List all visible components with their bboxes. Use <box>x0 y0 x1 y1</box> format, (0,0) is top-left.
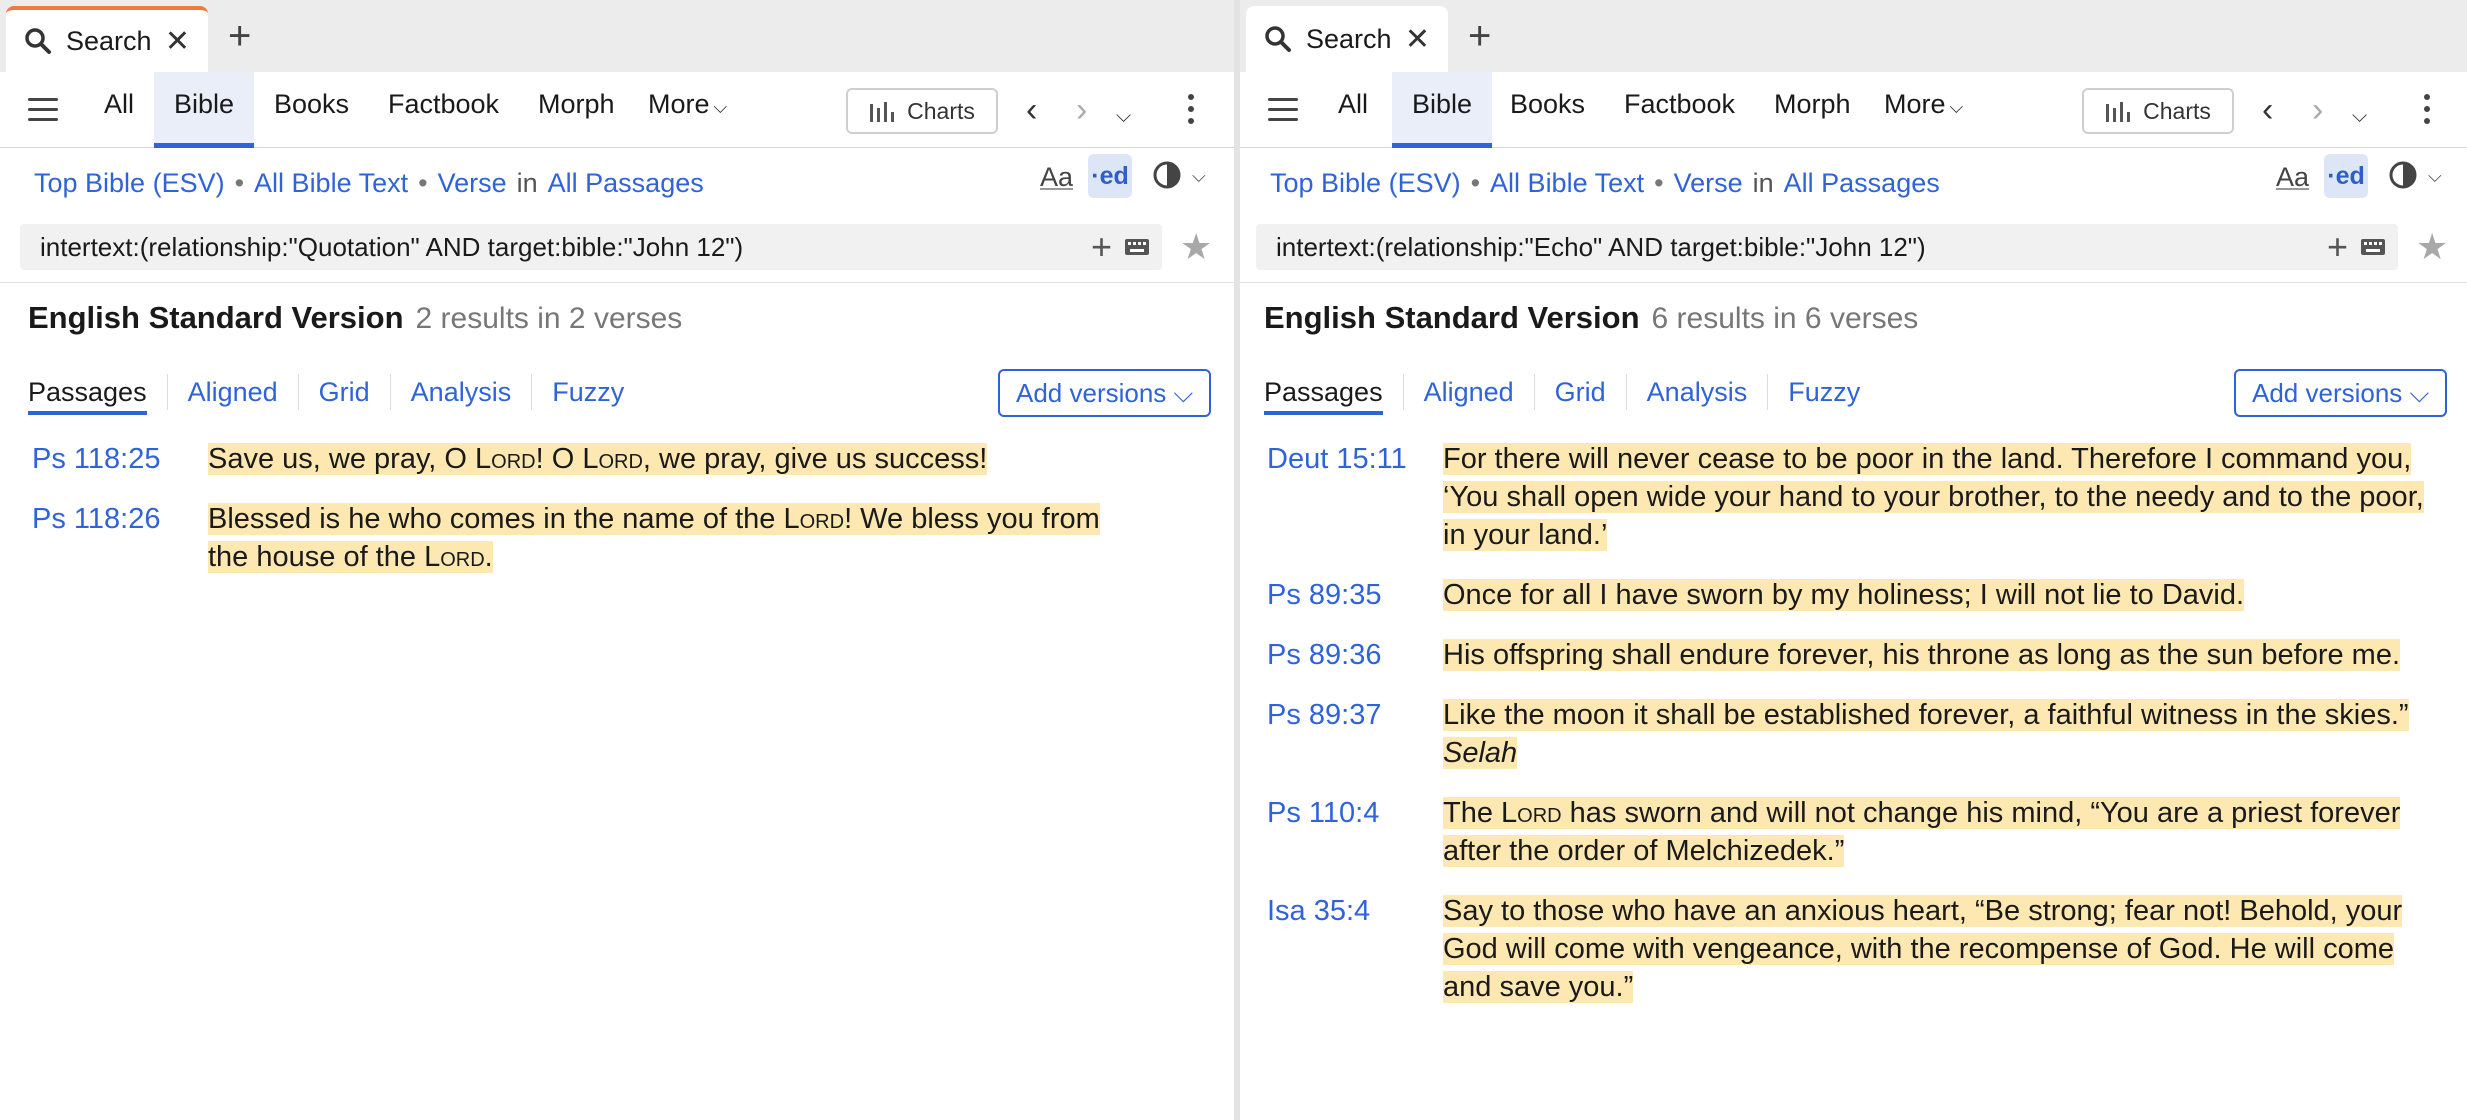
text-options-aa[interactable]: Aa <box>2276 162 2310 192</box>
nav-books[interactable]: Books <box>274 89 350 119</box>
search-scope: Top Bible (ESV) • All Bible Text • Verse in All Passages <box>1270 168 1940 198</box>
verse-text: The Lord has sworn and will not change his mind, “You are a priest forever after the order of Melchizedek.” <box>1443 797 2401 867</box>
search-icon <box>24 27 52 55</box>
version-header <box>28 300 682 336</box>
tab-passages[interactable] <box>28 374 168 410</box>
verse-text: Like the moon it shall be established forever, a faithful witness in the skies.” Selah <box>1443 699 2409 769</box>
more-options-icon[interactable] <box>1188 94 1196 130</box>
add-versions-label: Add versions <box>1016 378 1167 408</box>
version-title: English Standard Version <box>1264 300 1640 335</box>
result-row <box>1267 636 2447 674</box>
verse-reference[interactable]: Ps 89:36 <box>1267 639 1382 671</box>
back-arrow-icon[interactable]: ‹ <box>1026 91 1038 129</box>
history-chevron-icon[interactable]: ⌵ <box>1116 105 1132 127</box>
version-header <box>1264 300 1918 336</box>
result-count: 2 results in 2 verses <box>415 302 683 335</box>
close-tab-icon[interactable]: ✕ <box>164 24 190 58</box>
editor-toggle[interactable]: ·ed <box>1088 154 1132 198</box>
scope-in-label: in <box>1752 168 1774 198</box>
nav-factbook[interactable]: Factbook <box>1624 89 1736 119</box>
scope-unit-link[interactable]: Verse <box>1673 168 1743 198</box>
history-chevron-icon[interactable]: ⌵ <box>2352 105 2368 127</box>
chevron-down-icon: ⌵ <box>713 97 728 117</box>
menu-icon[interactable] <box>28 98 58 122</box>
nav-morph[interactable]: Morph <box>538 89 615 119</box>
tab-fuzzy[interactable]: Fuzzy <box>1788 377 1861 407</box>
editor-toggle[interactable]: ·ed <box>2324 154 2368 198</box>
result-row <box>1267 440 2447 554</box>
star-icon[interactable]: ★ <box>2416 226 2449 267</box>
tab-passages-label: Passages <box>28 377 147 415</box>
result-row <box>1267 794 2447 870</box>
search-input[interactable] <box>20 224 1162 270</box>
new-tab-icon[interactable]: + <box>228 14 252 58</box>
result-count: 6 results in 6 verses <box>1651 302 1919 335</box>
nav-more-label: More <box>1884 89 1946 119</box>
tab-grid[interactable]: Grid <box>299 374 391 410</box>
result-row <box>1267 576 2447 614</box>
add-term-icon[interactable]: + <box>1090 226 1112 267</box>
verse-reference[interactable]: Deut 15:11 <box>1267 443 1407 475</box>
tab-strip <box>1240 0 2467 72</box>
result-row <box>32 440 1132 478</box>
scope-in-label: in <box>516 168 538 198</box>
nav-bar <box>0 72 1234 148</box>
nav-more[interactable] <box>648 72 727 148</box>
tab-label: Search <box>66 25 152 56</box>
charts-label: Charts <box>2143 97 2211 124</box>
verse-text: For there will never cease to be poor in the land. Therefore I command you, ‘You shall open wide your hand to your brother, to the needy and to the poor, in your land.’ <box>1443 443 2424 551</box>
nav-bar <box>1240 72 2467 148</box>
tab-label: Search <box>1306 23 1392 54</box>
forward-arrow-icon[interactable]: › <box>1076 91 1088 129</box>
tab-grid[interactable]: Grid <box>1535 374 1627 410</box>
text-options-aa[interactable]: Aa <box>1040 162 1074 192</box>
nav-all[interactable]: All <box>1338 89 1369 119</box>
scope-text-link[interactable]: All Bible Text <box>254 168 409 198</box>
add-versions-button[interactable] <box>998 369 1211 417</box>
nav-more-label: More <box>648 89 710 119</box>
add-versions-button[interactable] <box>2234 369 2447 417</box>
version-title: English Standard Version <box>28 300 404 335</box>
scope-text-link[interactable]: All Bible Text <box>1490 168 1645 198</box>
search-input[interactable] <box>1256 224 2398 270</box>
charts-button[interactable] <box>2082 88 2234 134</box>
charts-label: Charts <box>907 97 975 124</box>
tab-passages-label: Passages <box>1264 377 1383 415</box>
verse-reference[interactable]: Isa 35:4 <box>1267 895 1371 927</box>
search-query-text: intertext:(relationship:"Quotation" AND target:bible:"John 12") <box>40 232 744 262</box>
verse-reference[interactable]: Ps 118:25 <box>32 443 161 475</box>
scope-bible-link[interactable]: Top Bible (ESV) <box>1270 168 1461 198</box>
tab-aligned[interactable]: Aligned <box>1404 374 1535 410</box>
divider <box>0 282 1234 283</box>
tab-strip <box>0 0 1234 72</box>
add-term-icon[interactable]: + <box>2326 226 2348 267</box>
forward-arrow-icon[interactable]: › <box>2312 91 2324 129</box>
tab-analysis[interactable]: Analysis <box>391 374 533 410</box>
verse-text: Blessed is he who comes in the name of the Lord! We bless you from the house of the Lord. <box>208 503 1100 573</box>
result-row <box>1267 892 2447 1006</box>
chevron-down-icon: ⌵ <box>1173 378 1194 408</box>
scope-unit-link[interactable]: Verse <box>437 168 507 198</box>
scope-range-link[interactable]: All Passages <box>1783 168 1940 198</box>
nav-bible[interactable]: Bible <box>154 72 254 148</box>
verse-text: His offspring shall endure forever, his throne as long as the sun before me. <box>1443 639 2401 671</box>
tab-search[interactable] <box>6 6 208 72</box>
search-icon <box>1264 25 1292 53</box>
nav-bible[interactable]: Bible <box>1392 72 1492 148</box>
contrast-icon[interactable] <box>1152 160 1182 190</box>
contrast-icon[interactable] <box>2388 160 2418 190</box>
more-options-icon[interactable] <box>2424 94 2432 130</box>
nav-factbook[interactable]: Factbook <box>388 89 500 119</box>
results-list <box>1267 440 2447 1028</box>
divider <box>1240 282 2467 283</box>
verse-reference[interactable]: Ps 89:35 <box>1267 579 1382 611</box>
verse-text: Say to those who have an anxious heart, “Be strong; fear not! Behold, your God will come with vengeance, with the recompense of God. He will come and save you.” <box>1443 895 2403 1003</box>
chevron-down-icon[interactable]: ⌵ <box>1192 166 1206 186</box>
close-tab-icon[interactable]: ✕ <box>1404 22 1430 56</box>
search-scope: Top Bible (ESV) • All Bible Text • Verse in All Passages <box>34 168 704 198</box>
nav-morph[interactable]: Morph <box>1774 89 1851 119</box>
search-query-text: intertext:(relationship:"Echo" AND target:bible:"John 12") <box>1276 232 1926 262</box>
keyboard-icon[interactable] <box>2360 238 2386 256</box>
result-row <box>32 500 1132 576</box>
search-panel-right <box>1240 0 2467 1120</box>
nav-more[interactable] <box>1884 72 1963 148</box>
new-tab-icon[interactable]: + <box>1468 14 1492 58</box>
nav-all[interactable]: All <box>104 89 135 119</box>
tab-analysis[interactable]: Analysis <box>1627 374 1769 410</box>
keyboard-icon[interactable] <box>1124 238 1150 256</box>
scope-bible-link[interactable]: Top Bible (ESV) <box>34 168 225 198</box>
charts-button[interactable] <box>846 88 998 134</box>
menu-icon[interactable] <box>1268 98 1298 122</box>
bar-chart-icon <box>869 100 895 122</box>
results-list <box>32 440 1132 598</box>
bar-chart-icon <box>2105 100 2131 122</box>
tab-aligned[interactable]: Aligned <box>168 374 299 410</box>
chevron-down-icon: ⌵ <box>2409 378 2430 408</box>
result-row <box>1267 696 2447 772</box>
add-versions-label: Add versions <box>2252 378 2403 408</box>
back-arrow-icon[interactable]: ‹ <box>2262 91 2274 129</box>
chevron-down-icon[interactable]: ⌵ <box>2428 166 2442 186</box>
tab-search[interactable] <box>1246 6 1448 72</box>
tab-fuzzy[interactable]: Fuzzy <box>552 377 625 407</box>
verse-reference[interactable]: Ps 89:37 <box>1267 699 1382 731</box>
verse-text: Once for all I have sworn by my holiness; I will not lie to David. <box>1443 579 2245 611</box>
chevron-down-icon: ⌵ <box>1949 97 1964 117</box>
verse-reference[interactable]: Ps 118:26 <box>32 503 161 535</box>
view-tabs <box>28 374 644 420</box>
verse-text: Save us, we pray, O Lord! O Lord, we pray, give us success! <box>208 443 988 475</box>
nav-books[interactable]: Books <box>1510 89 1586 119</box>
scope-range-link[interactable]: All Passages <box>547 168 704 198</box>
verse-reference[interactable]: Ps 110:4 <box>1267 797 1380 829</box>
view-tabs <box>1264 374 1880 420</box>
star-icon[interactable]: ★ <box>1180 226 1213 267</box>
tab-passages[interactable] <box>1264 374 1404 410</box>
